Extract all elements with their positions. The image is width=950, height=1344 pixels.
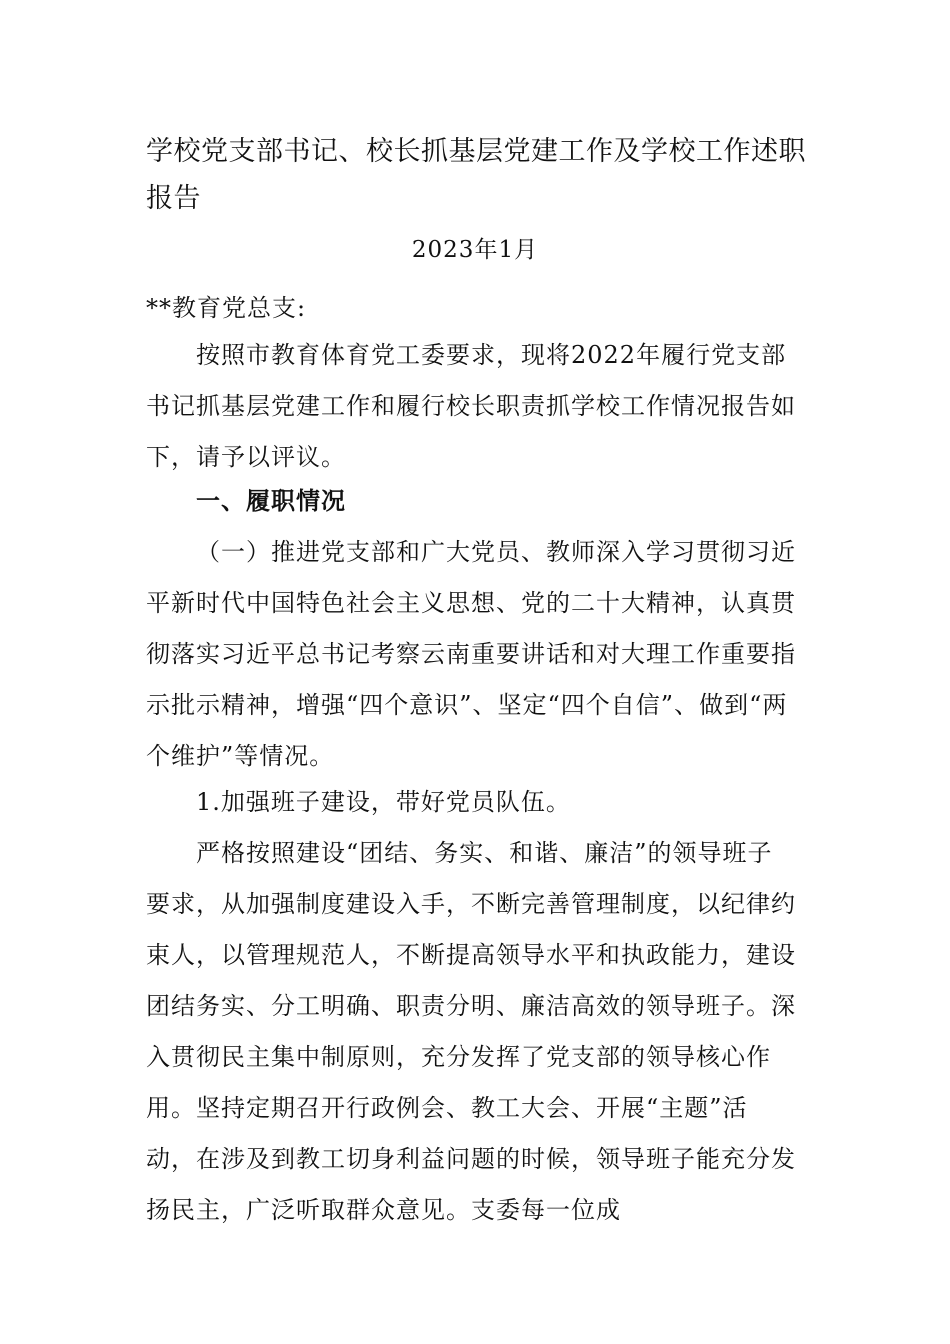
subsection-paragraph: （一）推进党支部和广大党员、教师深入学习贯彻习近平新时代中国特色社会主义思想、党的二十大精神，认真贯彻落实习近平总书记考察云南重要讲话和对大理工作重要指示批示精神，增强“四个意识”、坚定“四个自信”、做到“两个维护”等情况。 <box>146 538 796 770</box>
item-heading: 1.加强班子建设，带好党员队伍。 <box>196 788 571 816</box>
document-title: 学校党支部书记、校长抓基层党建工作及学校工作述职报告 <box>146 136 806 214</box>
salutation: **教育党总支: <box>146 294 307 322</box>
document-date: 2023年1月 <box>411 237 539 263</box>
section-heading: 一、履职情况 <box>196 487 346 515</box>
intro-paragraph: 按照市教育体育党工委要求，现将2022年履行党支部书记抓基层党建工作和履行校长职责抓学校工作情况报告如下，请予以评议。 <box>146 341 796 471</box>
item-body-paragraph: 严格按照建设“团结、务实、和谐、廉洁”的领导班子要求，从加强制度建设入手，不断完善管理制度，以纪律约束人，以管理规范人，不断提高领导水平和执政能力，建设团结务实、分工明确、职责分明、廉洁高效的领导班子。深入贯彻民主集中制原则，充分发挥了党支部的领导核心作用。坚持定期召开行政例会、教工大会、开展“主题”活动，在涉及到教工切身利益问题的时候，领导班子能充分发扬民主，广泛听取群众意见。支委每一位成 <box>146 839 796 1224</box>
